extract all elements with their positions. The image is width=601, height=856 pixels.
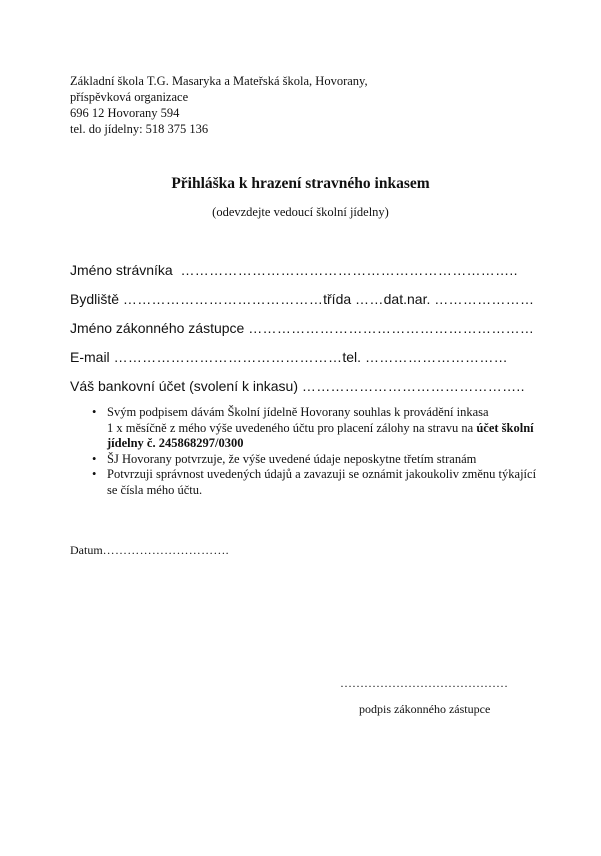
consent-text-line-1: Svým podpisem dávám Školní jídelně Hovorany souhlas k provádění inkasa (107, 405, 489, 419)
diner-name-field (70, 262, 518, 278)
email-label: E-mail (70, 349, 110, 365)
organization-type: příspěvková organizace (70, 90, 189, 104)
school-address: 696 12 Hovorany 594 (70, 106, 180, 120)
confirmation-text-line-1: Potvrzuji správnost uvedených údajů a zavazuji se oznámit jakoukoliv změnu týkající (107, 467, 537, 481)
bullet-icon: • (92, 451, 97, 466)
date-field (70, 543, 229, 558)
bank-account-field (70, 378, 525, 394)
phone-label: tel. (342, 349, 362, 365)
birth-date-label: dat.nar. (383, 291, 431, 307)
bank-account-blank[interactable]: ……………………………………….. (301, 378, 525, 394)
consent-list (70, 405, 540, 498)
list-item (70, 405, 540, 452)
class-label: třída (323, 291, 352, 307)
guardian-name-field (70, 320, 534, 336)
canteen-phone: tel. do jídelny: 518 375 136 (70, 122, 209, 136)
confirmation-text-line-2: se čísla mého účtu. (107, 482, 203, 497)
email-blank[interactable]: ………………………………………… (113, 349, 343, 365)
bullet-icon: • (92, 405, 97, 419)
address-blank[interactable]: …………………………………… (122, 291, 324, 307)
birth-date-blank[interactable]: ………………… (434, 291, 535, 307)
guardian-name-label: Jméno zákonného zástupce (70, 320, 245, 336)
page-title: Přihláška k hrazení stravného inkasem (171, 175, 430, 192)
email-phone-field (70, 349, 508, 365)
diner-name-blank[interactable]: …………………………………………………………….. (180, 262, 518, 278)
date-blank[interactable]: …………………………. (102, 543, 229, 557)
address-label: Bydliště (70, 291, 120, 307)
bullet-icon: • (92, 467, 97, 481)
guardian-name-blank[interactable]: …………………………………………………… (248, 320, 535, 336)
list-item (70, 467, 540, 498)
signature-blank[interactable]: …………………………………… (340, 676, 508, 690)
page-subtitle: (odevzdejte vedoucí školní jídelny) (212, 205, 389, 219)
diner-name-label: Jméno strávníka (70, 262, 173, 278)
bank-account-label: Váš bankovní účet (svolení k inkasu) (70, 378, 299, 394)
canteen-account-number: jídelny č. 245868297/0300 (107, 436, 244, 450)
phone-blank[interactable]: ………………………… (364, 349, 508, 365)
canteen-account-label: účet školní (476, 420, 534, 435)
date-label: Datum (70, 543, 103, 557)
class-blank[interactable]: …… (355, 291, 384, 307)
signature-label: podpis zákonného zástupce (359, 702, 491, 716)
school-name: Základní škola T.G. Masaryka a Mateřská škola, Hovorany, (70, 74, 368, 88)
address-field (70, 291, 534, 307)
privacy-text: ŠJ Hovorany potvrzuje, že výše uvedené údaje neposkytne třetím stranám (107, 451, 477, 466)
consent-text-line-2 (107, 421, 540, 437)
list-item (70, 452, 540, 468)
consent-text-account: 1 x měsíčně z mého výše uvedeného účtu pro placení zálohy na stravu na (107, 420, 477, 435)
